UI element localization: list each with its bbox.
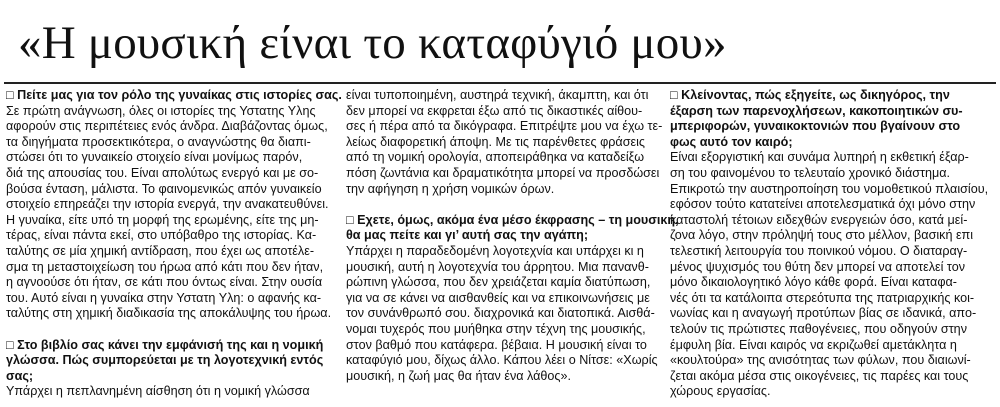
- text-line: Επικροτώ την αυστηροποίηση του νομοθετικού πλαισίου,: [670, 181, 989, 196]
- interview-question: [6, 88, 340, 104]
- text-line: ταλύτης στη χημική διαδικασία της αποκάλυψης του ήρωα.: [6, 306, 332, 321]
- text-line: λείως διαφορετική άποψη. Με τις παρένθετες φράσεις: [346, 134, 645, 149]
- text-line: μόνο δικαιολογητικό λόγο κάθε φορά. Είναι καταφα-: [670, 275, 957, 290]
- text-line: στώσει ότι το γυναικείο στοιχείο είναι μονίμως παρόν,: [6, 150, 303, 165]
- text-line: καταφύγιό μου, δίχως άλλο. Κάπου λέει ο Νίτσε: «Χωρίς: [346, 353, 658, 368]
- text-line: ση του φαινομένου το τελευταίο χρονικό διάστημα.: [670, 165, 951, 180]
- text-line: □ Στο βιβλίο σας κάνει την εμφάνισή της και η νομική: [6, 337, 324, 352]
- text-line: τελούν τις πρώτιστες παθογένειες, που οδηγούν στην: [670, 321, 967, 336]
- text-line: Σε πρώτη ανάγνωση, όλες οι ιστορίες της Υστατης Υλης: [6, 103, 316, 118]
- text-line: νές ότι τα κατάλοιπα στερεότυπα της πατριαρχικής κοι-: [670, 290, 975, 305]
- text-line: σας;: [6, 368, 34, 383]
- text-line: μένος ψυχισμός του θύτη δεν μπορεί να αποτελεί τον: [670, 259, 966, 274]
- text-line: φως αυτό τον καιρό;: [670, 134, 793, 149]
- text-line: την αφήγηση η χρήση νομικών όρων.: [346, 181, 555, 196]
- interview-answer: [6, 384, 340, 400]
- text-line: ταλύτης σε μία χημική αντίδραση, που έχει ως αποτέλε-: [6, 243, 315, 258]
- text-line: νομαι τυχερός που μυήθηκα στην τέχνη της μουσικής,: [346, 321, 646, 336]
- text-line: πόση ζωντάνια και δραματικότητα μπορεί να προσδώσει: [346, 165, 660, 180]
- article-headline: «Η μουσική είναι το καταφύγιό μου»: [18, 17, 727, 69]
- text-line: διά της απουσίας του. Είναι απολύτως ενεργό και με σο-: [6, 165, 319, 180]
- interview-answer: [670, 150, 992, 400]
- text-line: για να σε κάνει να αισθανθείς και να επικοινωνήσεις με: [346, 290, 650, 305]
- interview-answer: [346, 244, 662, 384]
- text-line: η αγνοούσε ότι ήταν, σε κάτι που όντως είναι. Στην ουσία: [6, 275, 323, 290]
- text-line: τελεστική λειτουργία του ποινικού νόμου. Ο διαταραγ-: [670, 243, 968, 258]
- text-line: γλώσσα. Πώς συμπορεύεται με τη λογοτεχνική εντός: [6, 353, 324, 368]
- text-line: θα μας πείτε και γι’ αυτή σας την αγάπη;: [346, 228, 589, 243]
- text-line: □ Κλείνοντας, πώς εξηγείτε, ως δικηγόρος, την: [670, 88, 950, 102]
- text-line: Υπάρχει η παραδεδομένη λογοτεχνία και υπάρχει κι η: [346, 243, 644, 258]
- text-line: μουσική, αυτή η λογοτεχνία του άρρητου. Μια πανανθ-: [346, 259, 649, 274]
- text-line: σες ή πέρα από τα δικόγραφα. Επιτρέψτε μου να έχω τε-: [346, 119, 663, 134]
- article-column-1: [6, 88, 340, 400]
- interview-question: [346, 212, 679, 244]
- text-line: έμφυλη βία. Είναι καιρός να εκριζωθεί αμετάκλητα η: [670, 337, 957, 352]
- text-line: ζονα λόγο, στην πρόληψή τους στο μέλλον, βασική επι: [670, 228, 974, 243]
- text-line: είναι τυποποιημένη, αυστηρά τεχνική, άκαμπτη, και ότι: [346, 88, 649, 102]
- paragraph-gap: [6, 322, 340, 338]
- text-line: βούσα ένταση, μάλιστα. Το φαινομενικώς απόν γυναικείο: [6, 181, 322, 196]
- text-line: □ Εχετε, όμως, ακόμα ένα μέσο έκφρασης – τη μουσική,: [346, 212, 679, 227]
- text-line: καταστολή τέτοιων ειδεχθών ενεργειών όσο, κατά μεί-: [670, 212, 968, 227]
- headline-rule: [4, 82, 996, 84]
- interview-question: [6, 338, 340, 385]
- text-line: δεν μπορεί να εκφρεται έξω από τις δικαστικές αίθου-: [346, 103, 643, 118]
- text-line: μουσική, η ζωή μας θα ήταν ένα λάθος».: [346, 368, 571, 383]
- text-line: τέρας, είναι πάντα εκεί, στο υπόβαθρο της ιστορίας. Κα-: [6, 228, 317, 243]
- article-column-3: [670, 88, 992, 400]
- text-line: ρώπινη γλώσσα, που δεν χρειάζεται καμία διατύπωση,: [346, 275, 651, 290]
- text-line: νωνίας και η αναγωγή προτύπων βίας σε ιδανικά, απο-: [670, 306, 977, 321]
- paragraph-gap: [346, 197, 662, 213]
- interview-answer: [346, 88, 662, 197]
- text-line: Είναι εξοργιστική και συνάμα λυπηρή η εκθετική έξαρ-: [670, 150, 969, 165]
- interview-question: [670, 88, 992, 150]
- text-line: από τη νομική ορολογία, αποπειράθηκα να καταδείξω: [346, 150, 645, 165]
- text-line: ζεται ακόμα μέσα στις οικογένειες, τις παρέες και τους: [670, 368, 969, 383]
- text-line: εφόσον τούτο κατατείνει αποτελεσματικά όχι μόνο στην: [670, 197, 976, 212]
- article-column-2: [346, 88, 679, 384]
- text-line: «κουλτούρα» της ανισότητας των φύλων, που διαιωνί-: [670, 353, 971, 368]
- text-line: Η γυναίκα, είτε υπό τη μορφή της ερωμένης, είτε της μη-: [6, 212, 319, 227]
- text-line: τα διηγήματα προσεκτικότερα, ο αναγνώστης θα διαπι-: [6, 134, 311, 149]
- text-line: στοιχείο επηρεάζει την ιστορία ενεργά, την ανακατευθύνει.: [6, 197, 329, 212]
- text-line: στον βαθμό που κατάφερα. βέβαια. Η μουσική είναι το: [346, 337, 647, 352]
- text-line: χώρους εργασίας.: [670, 384, 771, 399]
- text-line: Υπάρχει η πεπλανημένη αίσθηση ότι η νομική γλώσσα: [6, 384, 310, 399]
- text-line: τον συνάνθρωπό σου. διαχρονικά και διατοπικά. Αισθά-: [346, 306, 655, 321]
- text-line: σμα τη μεταστοιχείωση του ήρωα από κάτι που δεν ήταν,: [6, 259, 324, 274]
- interview-answer: [6, 104, 340, 322]
- text-line: του. Αυτό είναι η γυναίκα στην Υστατη Υλη: ο αφανής κα-: [6, 290, 322, 305]
- text-line: αφορούν στις περιπέτειες ενός άνδρα. Διαβάζοντας όμως,: [6, 119, 328, 134]
- text-line: μπεριφορών, γυναικοκτονιών που βγαίνουν στο: [670, 119, 961, 134]
- text-line: □ Πείτε μας για τον ρόλο της γυναίκας στις ιστορίες σας.: [6, 88, 342, 102]
- text-line: έξαρση των παρενοχλήσεων, κακοποιητικών συ-: [670, 103, 963, 118]
